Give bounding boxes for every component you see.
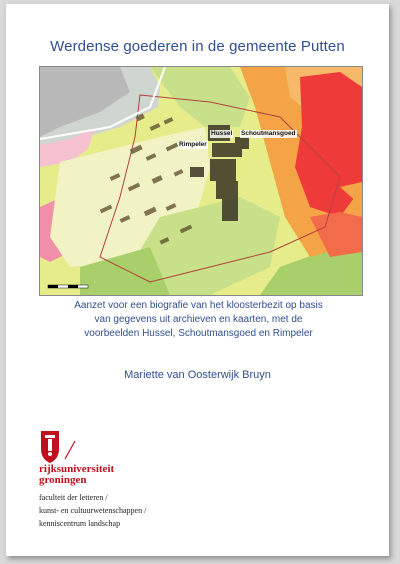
map-label-schoutmansgoed: Schoutmansgoed xyxy=(241,130,296,137)
subtitle-line: Aanzet voor een biografie van het kloosterbezit op basis xyxy=(74,300,323,311)
subtitle-line: van gegevens uit archieven en kaarten, met de xyxy=(94,314,303,325)
university-name xyxy=(39,464,114,486)
cover-map xyxy=(39,66,363,296)
map-label-hussel: Hussel xyxy=(211,130,233,137)
cover-page xyxy=(6,4,389,556)
document-subtitle xyxy=(46,299,351,341)
university-name-line1: rijksuniversiteit xyxy=(39,463,115,475)
subtitle-line: voorbeelden Hussel, Schoutmansgoed en Rimpeler xyxy=(84,328,313,339)
author-name: Mariette van Oosterwijk Bruyn xyxy=(124,369,271,381)
university-logo xyxy=(39,427,79,467)
faculty-line: kenniscentrum landschap xyxy=(39,519,121,528)
map-graphic xyxy=(40,67,362,295)
faculty-line: kunst- en cultuurwetenschappen / xyxy=(39,506,147,515)
document-title: Werdense goederen in de gemeente Putten xyxy=(50,38,345,55)
map-label-rimpeler: Rimpeler xyxy=(179,141,207,148)
faculty-line: faculteit der letteren / xyxy=(39,493,108,502)
faculty-info xyxy=(39,491,146,530)
university-name-line2: groningen xyxy=(39,474,87,486)
